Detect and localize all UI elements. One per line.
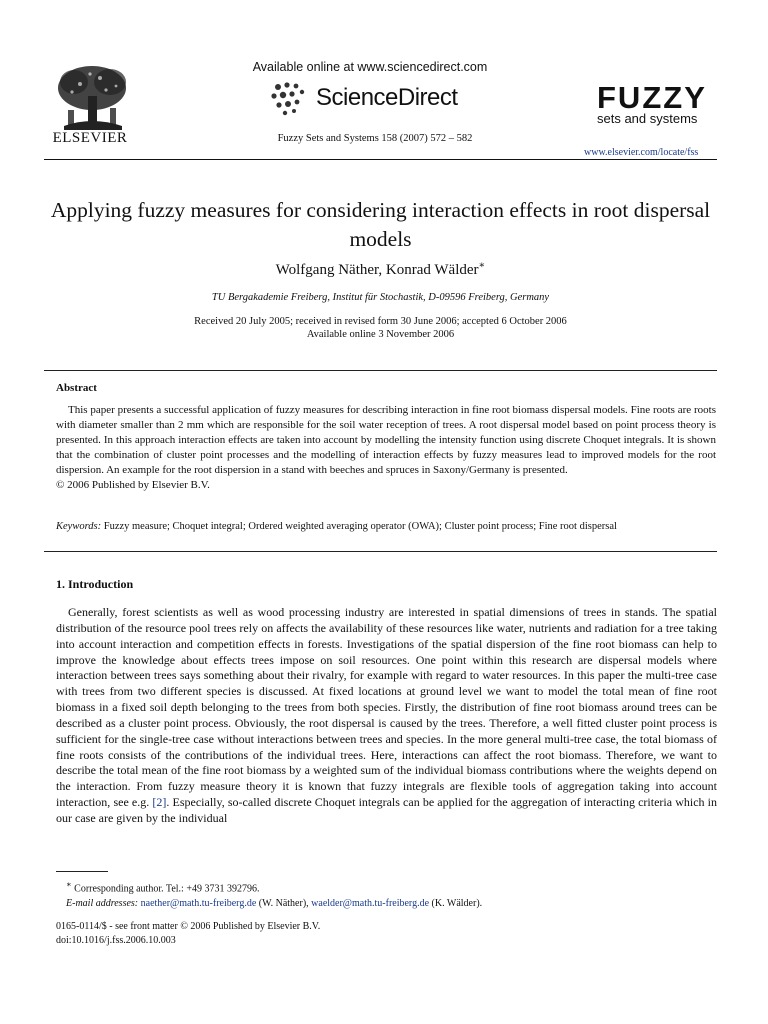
article-title: Applying fuzzy measures for considering interaction effects in root dispersal models xyxy=(50,198,711,251)
article-history xyxy=(44,315,717,341)
issn-line: 0165-0114/$ - see front matter © 2006 Published by Elsevier B.V. xyxy=(56,921,321,932)
abstract-paragraph: This paper presents a successful application of fuzzy measures for describing interaction in fine root biomass dispersal models. Fine roots are roots with diameter smaller than 2 mm which are responsible for the soil water reception of trees. A root dispersal model based on point process theory is presented. In this approach interaction effects are taken into account by modelling the intensity function using discrete Choquet integrals. It is shown that the combination of cluster point processes and the modelling of interaction effects by fuzzy measures lead to improved models for the root dispersion. An example for the root dispersion in a stand with beeches and spruces in Saxony/Germany is presented. xyxy=(56,404,716,477)
citation-link[interactable]: [2] xyxy=(152,795,167,810)
email-link-waelder[interactable]: waelder@math.tu-freiberg.de xyxy=(311,897,430,909)
available-online-text: Available online at www.sciencedirect.com xyxy=(252,60,488,74)
keywords-line xyxy=(56,521,716,532)
section-heading-introduction: 1. Introduction xyxy=(56,577,134,591)
article-authors xyxy=(44,260,717,279)
author-names: Wolfgang Näther, Konrad Wälder xyxy=(275,262,479,278)
email-footnote xyxy=(56,897,716,912)
author-affiliation: TU Bergakademie Freiberg, Institut für Stochastik, D-09596 Freiberg, Germany xyxy=(211,292,550,303)
sciencedirect-wordmark: ScienceDirect xyxy=(316,84,458,111)
keywords-label: Keywords: xyxy=(56,521,102,532)
intro-text-part-2: . Especially, so-called discrete Choquet integrals can be applied for the aggregation of interacting criteria which in our case are given by the individual xyxy=(56,795,717,825)
footnote-mark: ∗ xyxy=(66,880,72,889)
abstract-bottom-divider xyxy=(44,551,717,552)
corresponding-author-text: Corresponding author. Tel.: +49 3731 392796. xyxy=(71,883,260,895)
journal-logo-subtitle: sets and systems xyxy=(597,111,698,126)
abstract-body xyxy=(56,403,716,494)
email-owner-naether: (W. Näther), xyxy=(256,897,312,909)
footnotes xyxy=(56,878,716,911)
email-link-naether[interactable]: naether@math.tu-freiberg.de xyxy=(140,897,257,909)
publisher-name: ELSEVIER xyxy=(52,130,128,146)
abstract-top-divider xyxy=(44,370,717,371)
abstract-copyright: © 2006 Published by Elsevier B.V. xyxy=(56,479,210,492)
keywords-list: Fuzzy measure; Choquet integral; Ordered weighted averaging operator (OWA); Cluster point process; Fine root dispersal xyxy=(101,521,617,532)
journal-citation: Fuzzy Sets and Systems 158 (2007) 572 – 582 xyxy=(277,133,473,144)
abstract-heading: Abstract xyxy=(56,382,97,394)
journal-logo: FUZZY xyxy=(597,80,707,115)
corresponding-author-mark[interactable]: ∗ xyxy=(478,260,486,271)
header-divider xyxy=(44,159,717,160)
introduction-paragraph xyxy=(56,605,717,827)
footnote-divider xyxy=(56,871,108,872)
introduction-body xyxy=(56,605,717,827)
intro-text-part-1: Generally, forest scientists as well as wood processing industry are interested in spatial dimensions of trees in stands. The spatial distribution of the resource pool trees rely on affects the availability of these resources like water, nutrients and radiation for a tree taking into account interaction and competition effects in forests. Investigations of the spatial dispersion of the fine root biomass can help to improve the knowledge about effects trees impose on soil resources. One point within this research are dispersal models where interaction between trees says something about their rivalry, for example with regard to water resources. In this paper the multi-tree case with trees from two different species is discussed. At fixed locations at ground level we want to model the total mean of fine root biomass in a fixed soil depth belonging to the trees from both species. Firstly, the distribution of fine root biomass around trees can be described as a cluster point process. Obviously, the root dispersal is caused by the trees. Therefore, a well fitted cluster point process is sufficient for the single-tree case without interactions between trees and species. In the more general multi-tree case, the total biomass of fine roots consists of the contributions of the individual trees. Here, interactions can affect the root biomass. Therefore, we want to describe the total mean of the fine root biomass by a weighted sum of the individual biomass contributions where the weights depend on the interaction. From fuzzy measure theory it is known that fuzzy integrals are flexible tools of aggregation taking into account interaction, see e.g. xyxy=(56,605,717,810)
journal-url-link[interactable]: www.elsevier.com/locate/fss xyxy=(584,147,699,158)
available-online-date: Available online 3 November 2006 xyxy=(306,329,455,340)
received-dates: Received 20 July 2005; received in revised form 30 June 2006; accepted 6 October 2006 xyxy=(194,316,567,327)
doi-line[interactable]: doi:10.1016/j.fss.2006.10.003 xyxy=(56,935,176,946)
email-owner-waelder: (K. Wälder). xyxy=(429,897,483,909)
email-label: E-mail addresses: xyxy=(66,897,139,909)
corresponding-author-footnote xyxy=(56,878,716,897)
front-matter xyxy=(56,920,456,948)
